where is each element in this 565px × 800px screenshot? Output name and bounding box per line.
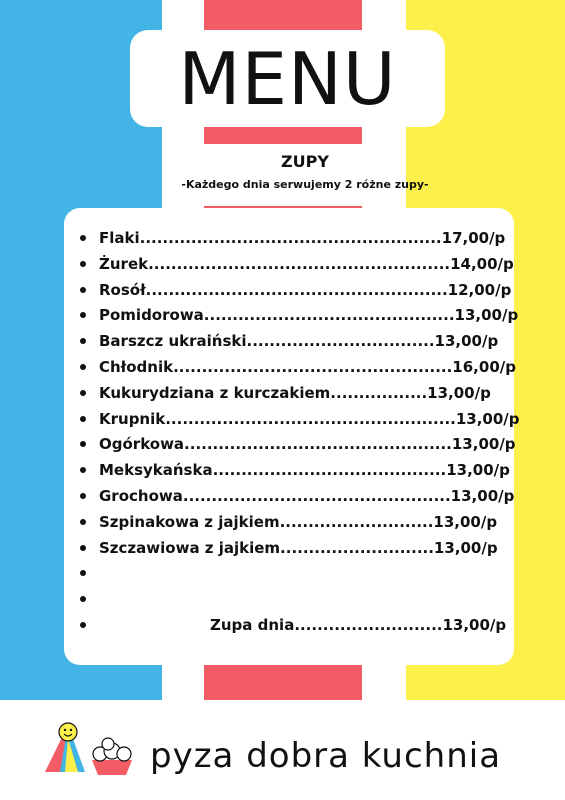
menu-item-text: Żurek.....................................................14,00/p — [99, 254, 514, 273]
menu-item-text: Pomidorowa............................................13,00/p — [99, 306, 519, 325]
menu-item — [78, 510, 503, 536]
menu-item — [78, 536, 503, 562]
bullet-icon — [80, 596, 86, 602]
menu-item-text: Flaki.....................................................17,00/p — [99, 229, 506, 247]
brand-logo-text: pyza dobra kuchnia — [150, 736, 502, 776]
menu-item — [78, 407, 520, 433]
section-title: ZUPY — [281, 152, 329, 171]
menu-item — [78, 484, 515, 510]
bullet-icon — [80, 493, 86, 499]
menu-item-text: Meksykańska.........................................13,00/p — [99, 461, 510, 480]
menu-item-text: Ogórkowa...............................................13,00/p — [99, 435, 516, 454]
menu-item-empty — [78, 587, 503, 613]
menu-list — [78, 226, 520, 639]
section-subtitle: -Każdego dnia serwujemy 2 różne zupy- — [181, 178, 429, 191]
section-header — [181, 144, 429, 206]
menu-panel — [64, 208, 520, 665]
bullet-icon — [80, 519, 86, 525]
menu-item-text: Krupnik...................................................13,00/p — [99, 409, 520, 428]
bullet-icon — [80, 545, 86, 551]
title-panel — [130, 30, 445, 127]
bullet-icon — [80, 416, 86, 422]
pyza-logo-icon — [40, 720, 140, 780]
menu-item-text: Rosół.....................................................12,00/p — [99, 280, 512, 299]
menu-item — [78, 303, 519, 329]
menu-item-text: Barszcz ukraiński.................................13,00/p — [99, 332, 499, 351]
page-title: MENU — [178, 37, 397, 121]
menu-item — [78, 226, 506, 252]
menu-item-text: Kukurydziana z kurczakiem.................13,00/p — [99, 383, 491, 402]
menu-item-text: Szpinakowa z jajkiem...........................13,00/p — [99, 512, 498, 531]
menu-item-empty — [78, 561, 503, 587]
bullet-icon — [80, 287, 86, 293]
menu-item-text: Szczawiowa z jajkiem...........................13,00/p — [99, 538, 498, 557]
bullet-icon — [80, 364, 86, 370]
menu-item-text: Chłodnik.................................................16,00/p — [99, 357, 516, 376]
bullet-icon — [80, 338, 86, 344]
menu-item — [78, 329, 503, 355]
menu-item — [78, 355, 516, 381]
bullet-icon — [80, 467, 86, 473]
bullet-icon — [80, 235, 86, 241]
menu-item — [78, 252, 514, 278]
menu-item-text: Grochowa...............................................13,00/p — [99, 486, 515, 505]
menu-item — [78, 458, 510, 484]
menu-item — [78, 432, 516, 458]
bullet-icon — [80, 441, 86, 447]
menu-item-text: Zupa dnia..........................13,00/p — [210, 615, 507, 634]
bullet-icon — [80, 570, 86, 576]
bullet-icon — [80, 390, 86, 396]
bullet-icon — [80, 261, 86, 267]
menu-item-soup-of-day — [78, 613, 507, 639]
menu-item — [78, 381, 503, 407]
menu-item — [78, 278, 512, 304]
bullet-icon — [80, 312, 86, 318]
bullet-icon — [80, 622, 86, 628]
